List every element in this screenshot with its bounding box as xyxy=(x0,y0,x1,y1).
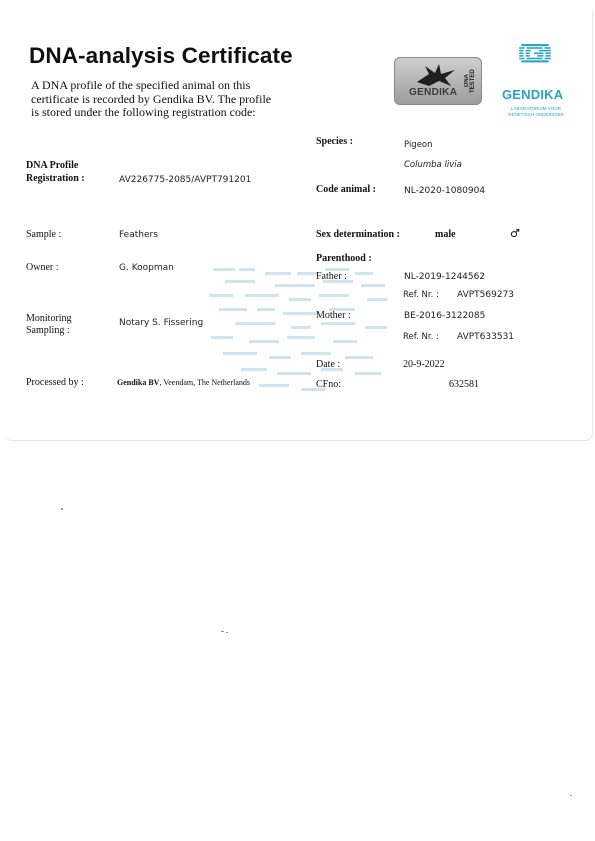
sex-determination-label: Sex determination : xyxy=(316,229,400,240)
sample-label: Sample : xyxy=(26,229,62,240)
processed-company: Gendika BV xyxy=(117,378,160,387)
code-animal-value: NL-2020-1080904 xyxy=(404,186,486,196)
male-symbol-icon: ♂ xyxy=(510,227,520,240)
father-label: Father : xyxy=(316,271,347,282)
owner-label: Owner : xyxy=(26,262,59,273)
processed-location: , Veendam, The Netherlands xyxy=(159,378,251,387)
mother-ref-value: AVPT633531 xyxy=(457,332,515,342)
pigeon-icon xyxy=(415,62,459,88)
cfno-value: 632581 xyxy=(449,379,479,390)
parenthood-label: Parenthood : xyxy=(316,253,372,264)
mother-value: BE-2016-3122085 xyxy=(404,311,486,321)
scan-speck xyxy=(61,508,63,510)
scan-speck xyxy=(570,795,572,796)
scan-speck xyxy=(226,632,228,633)
code-animal-label: Code animal : xyxy=(316,184,376,195)
scan-speck xyxy=(221,631,224,632)
gendika-logo-icon xyxy=(503,43,567,85)
species-latin: Columba livia xyxy=(404,160,462,170)
species-common: Pigeon xyxy=(404,140,433,150)
cfno-label: CFno: xyxy=(316,379,342,390)
registration-label-line2: Registration : xyxy=(26,173,85,184)
processed-label: Processed by : xyxy=(26,377,84,388)
watermark-dna-pattern xyxy=(205,262,405,397)
badge-word: GENDIKA xyxy=(409,87,458,98)
dna-tested-badge xyxy=(394,57,482,105)
processed-value xyxy=(117,378,250,387)
monitoring-label-line2: Sampling : xyxy=(26,325,70,336)
sample-value: Feathers xyxy=(119,230,158,240)
gendika-logo-tagline: LABORATORIUM VOOR GENETISCH ONDERZOEK xyxy=(507,106,564,117)
certificate-title: DNA-analysis Certificate xyxy=(29,43,293,68)
sex-value: male xyxy=(435,229,456,240)
certificate-intro: A DNA profile of the specified animal on this certificate is recorded by Gendika BV. The profile is stored under the following registration code: xyxy=(31,78,272,119)
mother-label: Mother : xyxy=(316,310,351,321)
registration-label-line1: DNA Profile xyxy=(26,160,79,171)
owner-value: G. Koopman xyxy=(119,263,174,273)
father-value: NL-2019-1244562 xyxy=(404,272,486,282)
badge-tested-label: DNA TESTED xyxy=(464,69,476,93)
monitoring-label-line1: Monitoring xyxy=(26,313,72,324)
species-label: Species : xyxy=(316,136,353,147)
mother-ref-label: Ref. Nr. : xyxy=(403,332,439,342)
father-ref-value: AVPT569273 xyxy=(457,290,515,300)
date-value: 20-9-2022 xyxy=(403,359,445,370)
date-label: Date : xyxy=(316,359,341,370)
registration-value: AV226775-2085/AVPT791201 xyxy=(119,175,252,185)
monitoring-value: Notary S. Fissering xyxy=(119,318,204,328)
gendika-logo-name: GENDIKA xyxy=(502,87,564,102)
father-ref-label: Ref. Nr. : xyxy=(403,290,439,300)
